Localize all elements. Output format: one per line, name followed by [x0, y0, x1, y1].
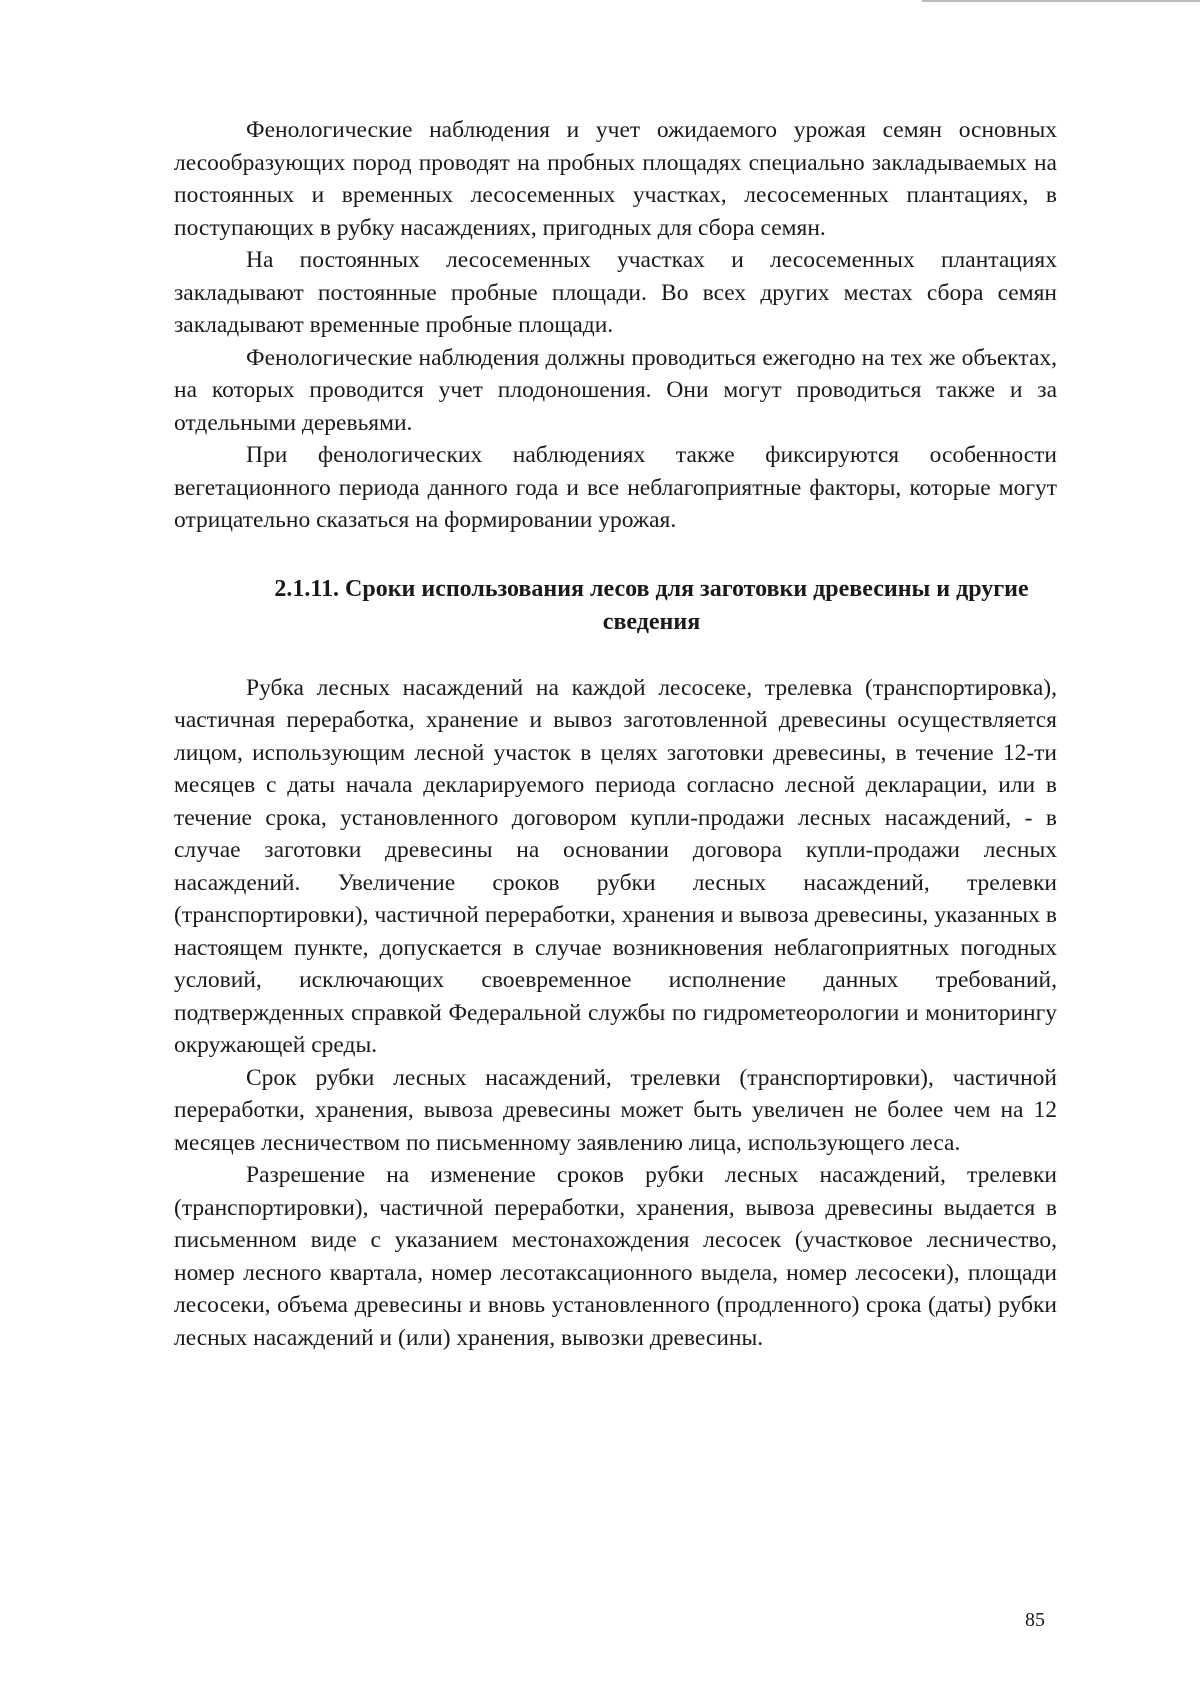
paragraph-permanent-plots: На постоянных лесосеменных участках и лесосеменных плантациях закладывают постоянные пробные площади. Во всех других местах сбора семян закладывают временные пробные площади. [174, 247, 1057, 338]
paragraph-logging-terms: Рубка лесных насаждений на каждой лесосеке, трелевка (транспортировка), частичная переработка, хранение и вывоз заготовленной древесины осуществляется лицом, использующим лесной участок в целях заготовки древесины, в течение 12-ти месяцев с даты начала декларируемого периода согласно лесной декларации, или в течение срока, установленного договором купли-продажи лесных насаждений, - в случае заготовки древесины на основании договора купли-продажи лесных насаждений. Увеличение сроков рубки лесных насаждений, трелевки (транспортировки), частичной переработки, хранения и вывоза древесины, указанных в настоящем пункте, допускается в случае возникновения неблагоприятных погодных условий, исключающих своевременное исполнение данных требований, подтвержденных справкой Федеральной службы по гидрометеорологии и мониторингу окружающей среды. [174, 674, 1057, 1058]
scan-edge-line [922, 0, 1200, 2]
section-body [174, 672, 1057, 1355]
document-page [174, 114, 1057, 1354]
paragraph-annual-observations: Фенологические наблюдения должны проводиться ежегодно на тех же объектах, на которых проводится учет плодоношения. Они могут проводиться также и за отдельными деревьями. [174, 344, 1057, 436]
paragraph-change-permission: Разрешение на изменение сроков рубки лесных насаждений, трелевки (транспортировки), частичной переработки, хранения, вывоза древесины выдается в письменном виде с указанием местонахождения лесосек (участковое лесничество, номер лесного квартала, номер лесотаксационного выдела, номер лесосеки), площади лесосеки, объема древесины и вновь установленного (продленного) срока (даты) рубки лесных насаждений и (или) хранения, вывозки древесины. [174, 1162, 1057, 1351]
paragraph-phenology-intro: Фенологические наблюдения и учет ожидаемого урожая семян основных лесообразующих пород проводят на пробных площадях специально закладываемых на постоянных и временных лесосеменных участках, лесосеменных плантациях, в поступающих в рубку насаждениях, пригодных для сбора семян. [174, 117, 1057, 241]
paragraph-vegetation-period: При фенологических наблюдениях также фиксируются особенности вегетационного периода данного года и все неблагоприятные факторы, которые могут отрицательно сказаться на формировании урожая. [174, 442, 1057, 533]
section-heading: 2.1.11. Сроки использования лесов для заготовки древесины и другие сведения [274, 575, 1029, 635]
paragraph-term-extension: Срок рубки лесных насаждений, трелевки (транспортировки), частичной переработки, хранения, вывоза древесины может быть увеличен не более чем на 12 месяцев лесничеством по письменному заявлению лица, использующего леса. [174, 1064, 1057, 1156]
page-number: 85 [1025, 1609, 1045, 1631]
